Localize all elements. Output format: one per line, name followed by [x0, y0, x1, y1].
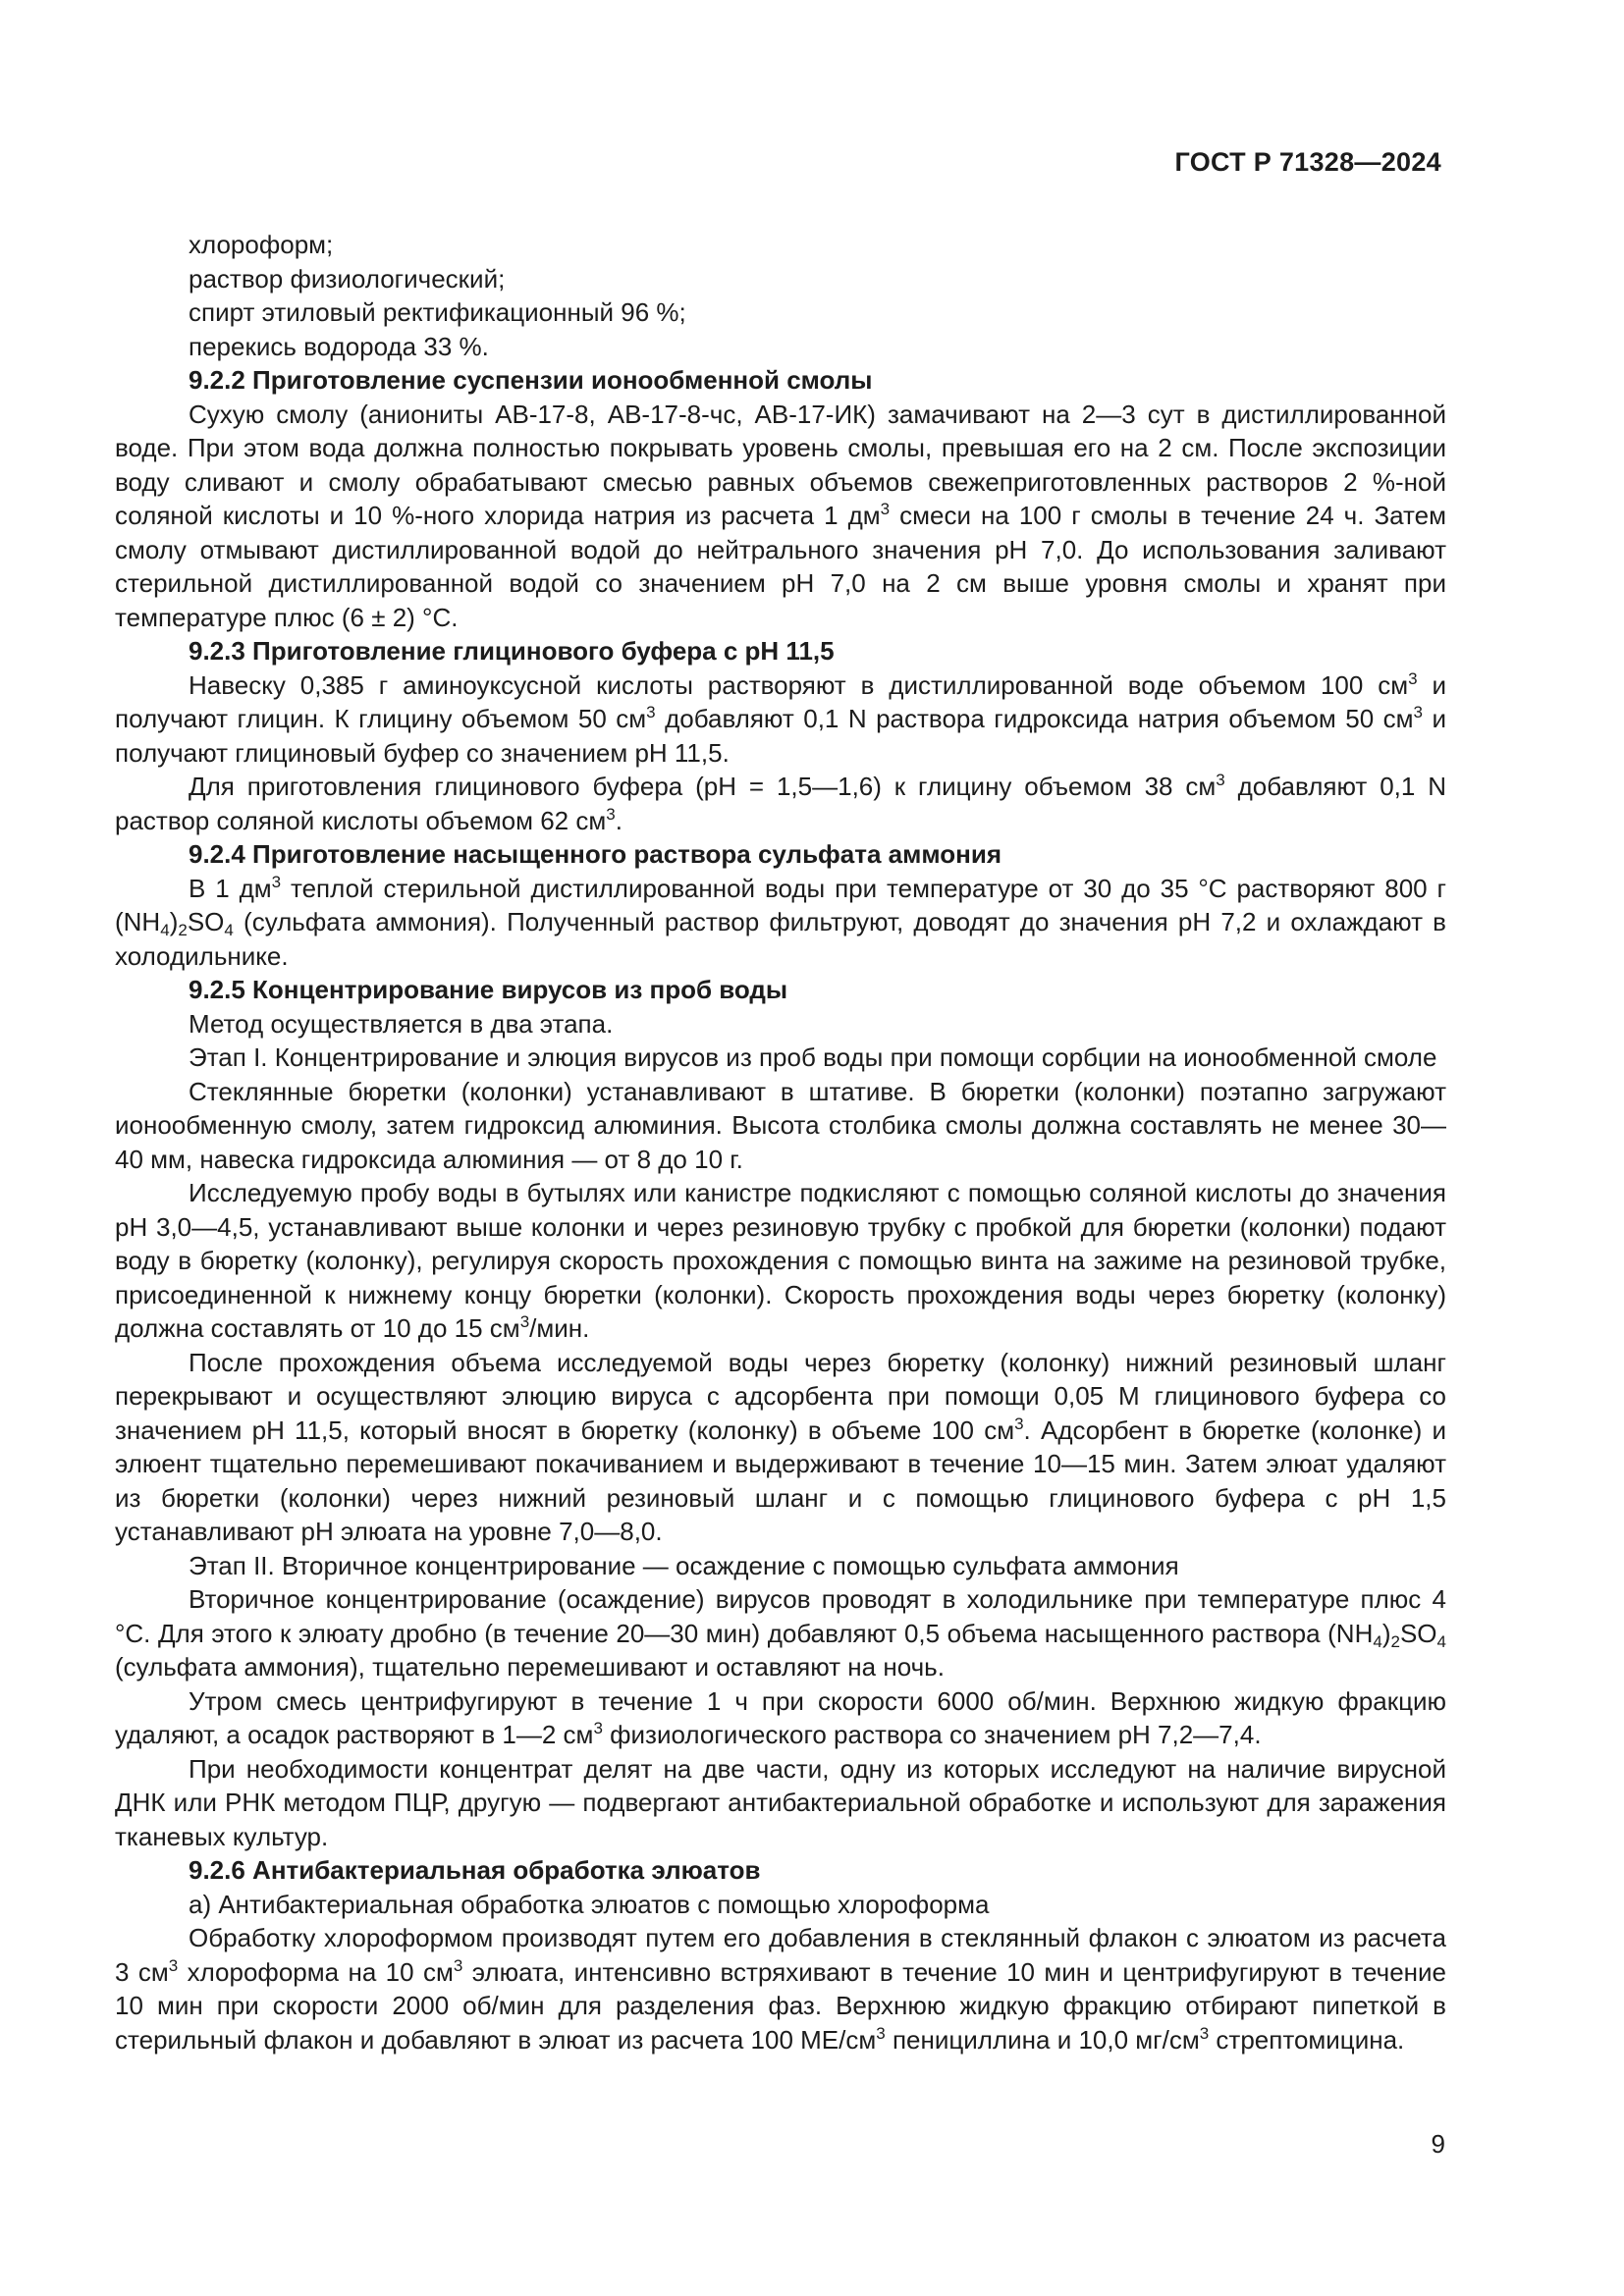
document-header: ГОСТ Р 71328—2024 — [1174, 147, 1441, 177]
paragraph: Сухую смолу (аниониты АВ-17-8, АВ-17-8-чс, АВ-17-ИК) замачивают на 2—3 сут в дистиллированной воде. При этом вода должна полностью покрывать уровень смолы, превышая его на 2 см. После экспозиции воду сливают и смолу обрабатывают смесью равных объемов свежеприготовленных растворов 2 %-ной соляной кислоты и 10 %-ного хлорида натрия из расчета 1 $дм^3$ смеси на 100 г смолы в течение 24 ч. Затем смолу отмывают дистиллированной водой до нейтрального значения pH 7,0. До использования заливают стерильной дистиллированной водой со значением pH 7,0 на 2 см выше уровня смолы и хранят при температуре плюс (6 ± 2) °С. — [115, 399, 1446, 632]
paragraph: Этап II. Вторичное концентрирование — осаждение с помощью сульфата аммония — [189, 1550, 1179, 1580]
paragraph: Стеклянные бюретки (колонки) устанавливают в штативе. В бюретки (колонки) поэтапно загружают ионообменную смолу, затем гидроксид алюминия. Высота столбика смолы должна составлять не менее 30—40 мм, навеска гидроксида алюминия — от 8 до 10 г. — [115, 1076, 1446, 1174]
section-heading: 9.2.6 Антибактериальная обработка элюатов — [189, 1855, 761, 1885]
paragraph: Обработку хлороформом производят путем его добавления в стеклянный флакон с элюатом из расчета 3 $см^3$ хлороформа на 10 $см^3$ элюата, интенсивно встряхивают в течение 10 мин и центрифугируют в течение 10 мин при скорости 2000 об/мин для разделения фаз. Верхнюю жидкую фракцию отбирают пипеткой в стерильный флакон и добавляют в элюат из расчета 100 $МЕ/см^3$ пенициллина и 10,0 $мг/см^3$ стрептомицина. — [115, 1923, 1447, 2055]
paragraph: В 1 $дм^3$ теплой стерильной дистиллированной воды при температуре от 30 до 35 °С растворяют 800 г $(NH_4)_2SO_4$ (сульфата аммония). Полученный раствор фильтруют, доводят до значения pH 7,2 и охлаждают в холодильнике. — [115, 872, 1446, 971]
paragraph: Навеску 0,385 г аминоуксусной кислоты растворяют в дистиллированной воде объемом 100 $см^3$ и получают глицин. К глицину объемом 50 $см^3$ добавляют 0,1 N раствора гидроксида натрия объемом 50 $см^3$ и получают глициновый буфер со значением pH 11,5. — [115, 668, 1447, 768]
list-item: перекись водорода 33 %. — [189, 331, 489, 361]
document-body — [115, 228, 1446, 2056]
page-number: 9 — [1431, 2129, 1445, 2159]
section-heading: 9.2.5 Концентрирование вирусов из проб воды — [189, 975, 788, 1004]
list-item: раствор физиологический; — [189, 263, 506, 294]
section-heading: 9.2.2 Приготовление суспензии ионообменной смолы — [189, 365, 873, 395]
paragraph: Для приготовления глицинового буфера (pH = 1,5—1,6) к глицину объемом 38 $см^3$ добавляют 0,1 N раствор соляной кислоты объемом 62 $см^3$. — [115, 771, 1447, 835]
list-item: хлороформ; — [189, 230, 334, 259]
paragraph: Этап I. Концентрирование и элюция вирусов из проб воды при помощи сорбции на ионообменной смоле — [189, 1042, 1437, 1072]
paragraph: Исследуемую пробу воды в бутылях или канистре подкисляют с помощью соляной кислоты до значения pH 3,0—4,5, устанавливают выше колонки и через резиновую трубку с пробкой для бюретки (колонки) подают воду в бюретку (колонку), регулируя скорость прохождения с помощью винта на зажиме на резиновой трубке, присоединенной к нижнему концу бюретки (колонки). Скорость прохождения воды через бюретку (колонку) должна составлять от 10 до 15 $см^3$/мин. — [115, 1178, 1446, 1343]
paragraph: После прохождения объема исследуемой воды через бюретку (колонку) нижний резиновый шланг перекрывают и осуществляют элюцию вируса с адсорбента при помощи 0,05 М глицинового буфера со значением pH 11,5, который вносят в бюретку (колонку) в объеме 100 $см^3$. Адсорбент в бюретке (колонке) и элюент тщательно перемешивают покачиванием и выдерживают в течение 10—15 мин. Затем элюат удаляют из бюретки (колонки) через нижний резиновый шланг и с помощью глицинового буфера с pH 1,5 устанавливают pH элюата на уровне 7,0—8,0. — [115, 1347, 1446, 1546]
section-heading: 9.2.4 Приготовление насыщенного раствора сульфата аммония — [189, 839, 1002, 869]
paragraph: При необходимости концентрат делят на две части, одну из которых исследуют на наличие вирусной ДНК или РНК методом ПЦР, другую — подвергают антибактериальной обработке и используют для заражения тканевых культур. — [115, 1753, 1446, 1851]
paragraph: а) Антибактериальная обработка элюатов с помощью хлороформа — [189, 1889, 990, 1919]
section-heading: 9.2.3 Приготовление глицинового буфера с pH 11,5 — [189, 636, 835, 666]
list-item: спирт этиловый ректификационный 96 %; — [189, 297, 686, 327]
paragraph: Утром смесь центрифугируют в течение 1 ч при скорости 6000 об/мин. Верхнюю жидкую фракцию удаляют, а осадок растворяют в 1—2 $см^3$ физиологического раствора со значением pH 7,2—7,4. — [115, 1685, 1446, 1749]
paragraph: Вторичное концентрирование (осаждение) вирусов проводят в холодильнике при температуре плюс 4 °С. Для этого к элюату дробно (в течение 20—30 мин) добавляют 0,5 объема насыщенного раствора $(NH_4)_2SO_4$ (сульфата аммония), тщательно перемешивают и оставляют на ночь. — [115, 1584, 1446, 1682]
paragraph: Метод осуществляется в два этапа. — [189, 1008, 614, 1039]
